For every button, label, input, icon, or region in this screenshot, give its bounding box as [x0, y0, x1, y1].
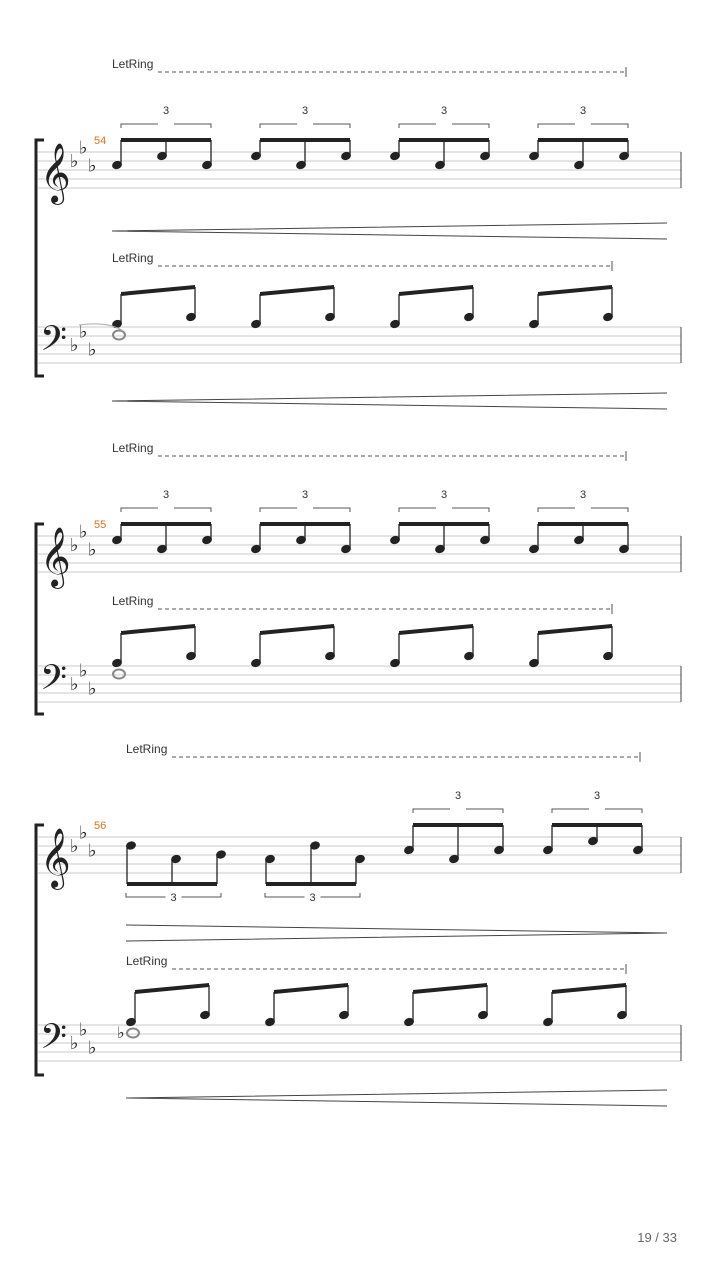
bass-clef-icon: 𝄢: [40, 1016, 68, 1065]
beam: [260, 285, 334, 296]
beam: [121, 285, 195, 296]
tuplet-number: 3: [440, 105, 448, 117]
let-ring-bass-label: LetRing: [126, 954, 168, 968]
bass-clef-icon: 𝄢: [40, 318, 68, 367]
beam: [127, 882, 217, 886]
flat-icon: ♭: [70, 535, 79, 556]
beam: [538, 522, 628, 526]
beam: [274, 983, 348, 994]
page-number: 19 / 33: [637, 1230, 677, 1245]
flat-icon: ♭: [88, 155, 97, 177]
tuplet-number: 3: [162, 105, 170, 117]
system-measure-55: [36, 441, 681, 714]
flat-icon: ♭: [88, 1037, 97, 1059]
measure-number: 55: [94, 519, 107, 531]
flat-icon: ♭: [79, 137, 88, 159]
flat-icon: ♭: [79, 321, 88, 343]
beam: [399, 138, 489, 142]
flat-icon: ♭: [88, 339, 97, 361]
system-measure-56: [36, 742, 681, 1106]
system-measure-54: [36, 57, 681, 409]
flat-icon: ♭: [117, 1023, 125, 1042]
let-ring-treble-label: LetRing: [112, 441, 154, 455]
decrescendo-hairpin: [126, 1090, 667, 1106]
flat-icon: ♭: [70, 1033, 79, 1054]
tuplet-number: 3: [301, 105, 309, 117]
crescendo-hairpin: [126, 925, 667, 941]
beam: [399, 285, 473, 296]
tuplet-number: 3: [162, 489, 170, 501]
tuplet-bracket: [399, 124, 489, 128]
decrescendo-hairpin: [112, 223, 667, 239]
treble-clef-icon: 𝄞: [40, 143, 71, 203]
tuplet-bracket: [260, 124, 350, 128]
let-ring-treble-label: LetRing: [112, 57, 154, 71]
beam: [135, 983, 209, 994]
beam: [538, 138, 628, 142]
beam: [538, 285, 612, 296]
beam: [399, 522, 489, 526]
flat-icon: ♭: [70, 151, 79, 172]
tuplet-number: 3: [579, 105, 587, 117]
flat-icon: ♭: [79, 822, 88, 844]
flat-icon: ♭: [70, 836, 79, 857]
treble-clef-icon: 𝄞: [40, 828, 71, 888]
tuplet-bracket: [121, 508, 211, 512]
beam: [413, 823, 503, 827]
flat-icon: ♭: [79, 1019, 88, 1041]
tuplet-number: 3: [309, 892, 316, 904]
measure-number: 54: [94, 135, 107, 147]
beam: [260, 522, 350, 526]
whole-note-icon: [113, 670, 125, 679]
beam: [121, 138, 211, 142]
beam: [260, 624, 334, 635]
whole-note-icon: [113, 331, 125, 340]
beam: [552, 983, 626, 994]
let-ring-bass-label: LetRing: [112, 594, 154, 608]
beam: [413, 983, 487, 994]
treble-clef-icon: 𝄞: [40, 527, 71, 587]
flat-whole-note-icon: [127, 1029, 139, 1038]
beam: [260, 138, 350, 142]
beam: [552, 823, 642, 827]
flat-icon: ♭: [70, 335, 79, 356]
tuplet-bracket: [413, 809, 503, 813]
tuplet-bracket: [260, 508, 350, 512]
tuplet-number: 3: [593, 790, 601, 802]
flat-icon: ♭: [88, 840, 97, 862]
tuplet-bracket: [538, 124, 628, 128]
beam: [399, 624, 473, 635]
tuplet-number: 3: [579, 489, 587, 501]
tuplet-number: 3: [440, 489, 448, 501]
tuplet-bracket: [538, 508, 628, 512]
beam: [121, 624, 195, 635]
tuplet-number: 3: [301, 489, 309, 501]
tuplet-bracket: [552, 809, 642, 813]
flat-icon: ♭: [70, 674, 79, 695]
tuplet-bracket: [121, 124, 211, 128]
beam: [538, 624, 612, 635]
beam: [266, 882, 356, 886]
flat-icon: ♭: [88, 678, 97, 700]
let-ring-treble-label: LetRing: [126, 742, 168, 756]
flat-icon: ♭: [79, 660, 88, 682]
beam: [121, 522, 211, 526]
bass-clef-icon: 𝄢: [40, 657, 68, 706]
flat-icon: ♭: [79, 521, 88, 543]
tuplet-bracket: [399, 508, 489, 512]
decrescendo-hairpin: [112, 393, 667, 409]
let-ring-bass-label: LetRing: [112, 251, 154, 265]
measure-number: 56: [94, 820, 107, 832]
tuplet-number: 3: [454, 790, 462, 802]
flat-icon: ♭: [88, 539, 97, 561]
tuplet-number: 3: [170, 892, 177, 904]
